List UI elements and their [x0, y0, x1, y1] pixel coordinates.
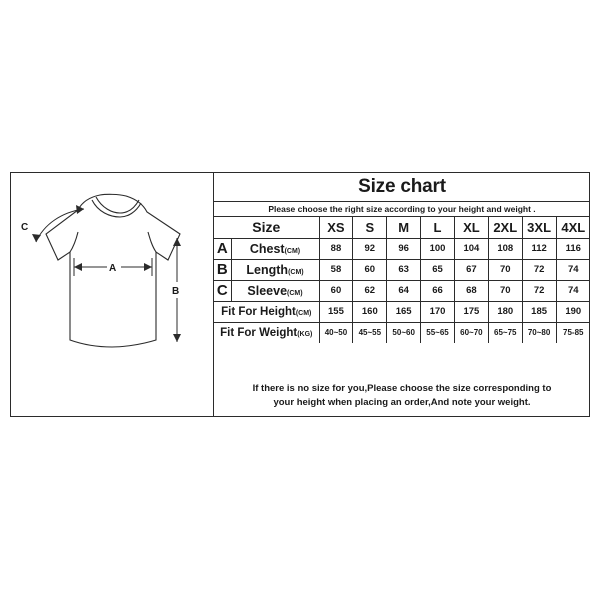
table-row-sleeve: [214, 280, 590, 301]
row-label-fit-height-text: Fit For Height: [221, 305, 296, 318]
row-label-length: [231, 259, 319, 280]
row-label-sleeve: [231, 280, 319, 301]
t-shirt-diagram: [10, 172, 214, 417]
cell-sleeve-s: 62: [353, 280, 387, 301]
chart-subtitle: Please choose the right size according to your height and weight .: [214, 202, 590, 217]
header-size-l: L: [421, 217, 455, 238]
page-title: Size chart: [214, 172, 590, 202]
row-label-chest: [231, 238, 319, 259]
cell-fitweight-s: 45~55: [353, 322, 387, 343]
cell-fitheight-3xl: 185: [522, 301, 556, 322]
dim-label-c: C: [21, 222, 29, 233]
table-row-fit-height: [214, 301, 590, 322]
cell-sleeve-xs: 60: [319, 280, 353, 301]
cell-chest-xs: 88: [319, 238, 353, 259]
cell-length-s: 60: [353, 259, 387, 280]
row-label-length-text: Length: [246, 262, 289, 277]
cell-sleeve-4xl: 74: [556, 280, 590, 301]
cell-fitheight-xl: 175: [454, 301, 488, 322]
cell-length-2xl: 70: [488, 259, 522, 280]
cell-fitweight-2xl: 65~75: [488, 322, 522, 343]
cell-fitweight-xl: 60~70: [454, 322, 488, 343]
cell-chest-l: 100: [421, 238, 455, 259]
row-letter-a: A: [214, 238, 231, 259]
cell-sleeve-l: 66: [421, 280, 455, 301]
cell-length-3xl: 72: [522, 259, 556, 280]
illustration-panel: [10, 172, 214, 417]
cell-fitweight-3xl: 70~80: [522, 322, 556, 343]
header-size-3xl: 3XL: [522, 217, 556, 238]
cell-fitweight-l: 55~65: [421, 322, 455, 343]
cell-fitheight-l: 170: [421, 301, 455, 322]
table-row-length: [214, 259, 590, 280]
header-size-xs: XS: [319, 217, 353, 238]
cell-chest-2xl: 108: [488, 238, 522, 259]
footnote-line-2: your height when placing an order,And note your weight.: [273, 397, 531, 408]
dim-label-a: A: [109, 263, 117, 274]
cell-fitweight-xs: 40~50: [319, 322, 353, 343]
cell-fitheight-s: 160: [353, 301, 387, 322]
cell-length-4xl: 74: [556, 259, 590, 280]
footnote: [214, 375, 590, 417]
table-row-chest: [214, 238, 590, 259]
row-unit-sleeve: (CM): [287, 289, 303, 297]
row-unit-chest: (CM): [284, 247, 301, 255]
cell-fitheight-m: 165: [387, 301, 421, 322]
cell-chest-4xl: 116: [556, 238, 590, 259]
cell-length-xs: 58: [319, 259, 353, 280]
table-row-fit-weight: [214, 322, 590, 343]
header-size-2xl: 2XL: [488, 217, 522, 238]
row-label-sleeve-text: Sleeve: [247, 283, 288, 298]
header-size-label: Size: [214, 217, 319, 238]
header-size-4xl: 4XL: [556, 217, 590, 238]
row-label-fit-height: [214, 301, 319, 322]
footnote-line-1: If there is no size for you,Please choose the size corresponding to: [252, 383, 552, 394]
cell-chest-s: 92: [353, 238, 387, 259]
row-label-fit-weight: [214, 322, 319, 343]
table-panel: [214, 172, 590, 417]
size-table: [214, 217, 590, 343]
cell-sleeve-3xl: 72: [522, 280, 556, 301]
cell-fitheight-4xl: 190: [556, 301, 590, 322]
cell-chest-xl: 104: [454, 238, 488, 259]
row-unit-fit-weight: (KG): [297, 330, 313, 338]
dim-label-b: B: [172, 286, 180, 297]
cell-length-l: 65: [421, 259, 455, 280]
cell-sleeve-xl: 68: [454, 280, 488, 301]
row-unit-length: (CM): [288, 268, 304, 276]
cell-fitweight-4xl: 75-85: [563, 328, 584, 338]
row-letter-c: C: [214, 280, 231, 301]
table-header-row: [214, 217, 590, 238]
cell-chest-3xl: 112: [522, 238, 556, 259]
header-size-m: M: [387, 217, 421, 238]
cell-length-xl: 67: [454, 259, 488, 280]
cell-length-m: 63: [387, 259, 421, 280]
header-size-s: S: [353, 217, 387, 238]
cell-sleeve-m: 64: [387, 280, 421, 301]
row-label-chest-text: Chest: [249, 241, 285, 256]
header-size-xl: XL: [454, 217, 488, 238]
cell-chest-m: 96: [387, 238, 421, 259]
cell-sleeve-2xl: 70: [488, 280, 522, 301]
row-letter-b: B: [214, 259, 231, 280]
size-table-area: [214, 217, 590, 343]
cell-fitweight-m: 50~60: [387, 322, 421, 343]
row-unit-fit-height: (CM): [295, 309, 312, 317]
row-label-fit-weight-text: Fit For Weight: [220, 326, 298, 339]
cell-fitheight-xs: 155: [319, 301, 353, 322]
cell-fitheight-2xl: 180: [488, 301, 522, 322]
